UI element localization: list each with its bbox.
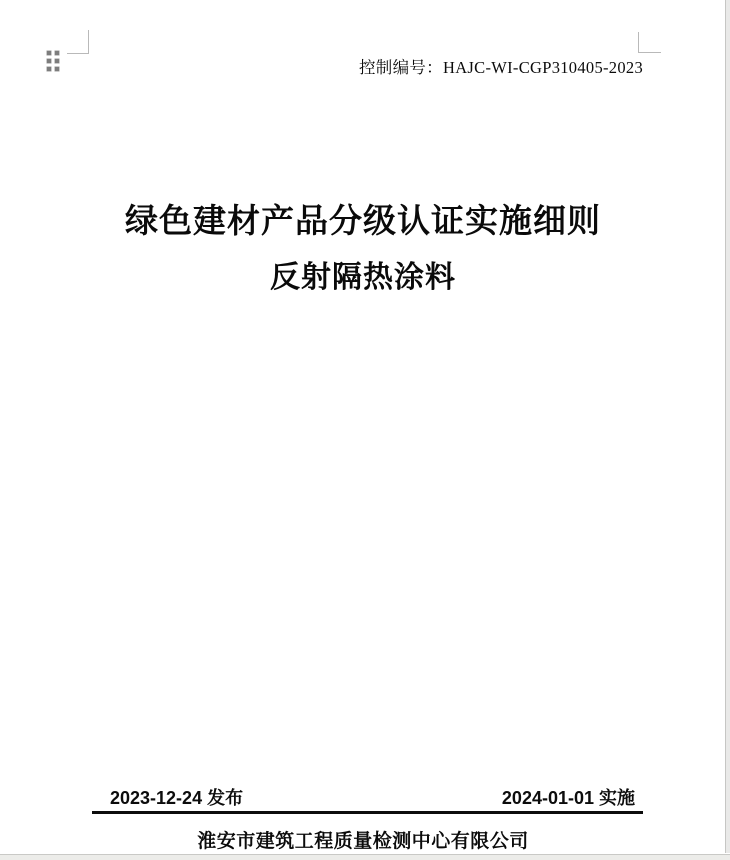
company-name: 淮安市建筑工程质量检测中心有限公司 xyxy=(197,831,529,852)
document-title-line2: 反射隔热涂料 xyxy=(270,261,456,294)
margin-crop-mark-top-right-icon xyxy=(638,32,661,53)
separator-rule xyxy=(92,811,643,814)
drag-handle-dot xyxy=(55,67,59,71)
horizontal-scrollbar-track[interactable] xyxy=(0,854,730,860)
document-title-line1: 绿色建材产品分级认证实施细则 xyxy=(125,202,601,239)
footer-dates-row xyxy=(110,784,635,810)
drag-handle-dot xyxy=(47,59,51,63)
issue-date: 2023-12-24 发布 xyxy=(110,788,244,808)
drag-handle-dot xyxy=(47,51,51,55)
control-number: 控制编号：HAJC-WI-CGP310405-2023 xyxy=(358,58,643,77)
margin-crop-mark-top-left-icon xyxy=(67,30,89,54)
drag-handle-dot xyxy=(55,59,59,63)
drag-handle-icon[interactable] xyxy=(47,51,59,71)
implementation-date: 2024-01-01 实施 xyxy=(501,788,635,808)
drag-handle-dot xyxy=(55,51,59,55)
vertical-scrollbar-track[interactable] xyxy=(725,0,730,853)
drag-handle-dot xyxy=(47,67,51,71)
